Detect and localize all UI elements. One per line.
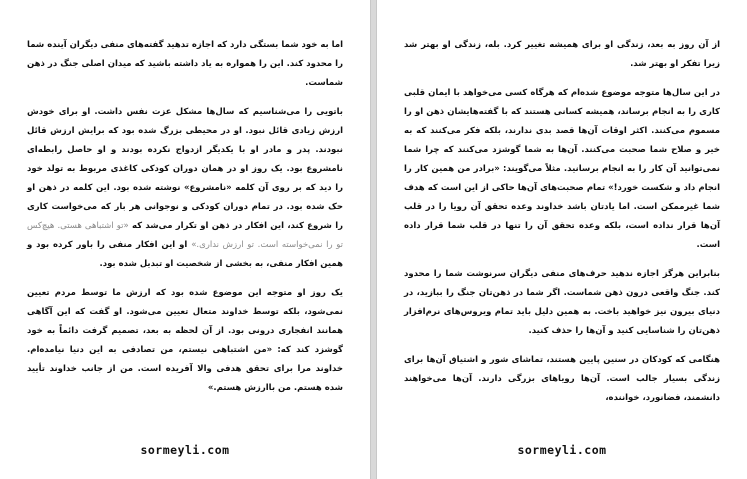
left-paragraph-1: اما به خود شما بستگی دارد که اجازه تدهید گفته‌های منفی دیگران آینده شما را محدود کند. این را همواره به یاد داشته باشید که میدان اصلی جنگ در ذهن شماست.: [27, 40, 343, 88]
right-page-footer-url: sormeyli.com: [517, 443, 607, 457]
left-paragraph-2: [27, 103, 343, 274]
right-paragraph-2: در این سال‌ها متوجه موضوع شده‌ام که هرگاه کسی می‌خواهد با ایمان قلبی کاری را به انجام برساند، همیشه کسانی هستند که با گفته‌هایشان ذهن او را مسموم می‌کنند. اکثر اوقات آن‌ها قصد بدی ندارند، بلکه فکر می‌کنند که به خیر و صلاح شما صحبت می‌کنند. آن‌ها به شما گوشزد می‌کنند که چرا شما نمی‌توانید آن کار را به انجام برسانید. مثلاً می‌گویند: «برادر من همین کار را انجام داد و شکست خورد!» تمام صحبت‌های آن‌ها حاکی از این است که هدف شما غیرممکن است. اما یادتان باشد خداوند وعده تحقق آن رویا را در قلب آن‌ها قرار نداده است، بلکه وعده تحقق آن را تنها در قلب شما قرار داده است.: [404, 88, 720, 250]
left-page-text: [27, 36, 343, 408]
left-page-footer-url: sormeyli.com: [140, 443, 230, 457]
left-paragraph-2-quote: «تو اشتباهی هستی. هیچ‌کس تو را نمی‌خواسته است. تو ارزش نداری.»: [27, 221, 343, 250]
left-paragraph-2-text-b: او این افکار منفی را باور کرده بود و همین افکار منفی، به بخشی از شخصیت او تبدیل شده بود.: [27, 240, 343, 269]
right-paragraph-4: هنگامی که کودکان در سنین پایین هستند، تماشای شور و اشتیاق آن‌ها برای زندگی بسیار جالب است. آن‌ها رویاهای بزرگی دارند. آن‌ها می‌خواهند دانشمند، فضانورد، خواننده،: [404, 355, 720, 403]
right-paragraph-1: از آن روز به بعد، زندگی او برای همیشه تغییر کرد. بله، زندگی او بهتر شد زیرا تفکر او بهتر شد.: [404, 40, 720, 69]
right-paragraph-3: بنابراین هرگز اجازه ندهید حرف‌های منفی دیگران سرنوشت شما را محدود کند. جنگ واقعی درون ذهن شماست. اگر شما در ذهن‌تان جنگ را ببازید، در دنیای بیرون نیز خواهید باخت. به همین دلیل باید تمام ویروس‌های نرم‌افزار ذهن‌تان را شناسایی کنید و آن‌ها را حذف کنید.: [404, 269, 720, 336]
left-paragraph-2-text-a: باتویی را می‌شناسیم که سال‌ها مشکل عزت نفس داشت. او برای خودش ارزش زیادی قائل نبود. او در محیطی بزرگ شده بود که برایش ارزش قائل نبودند. پدر و مادر او با یکدیگر ازدواج نکرده بودند و او حاصل رابطه‌ای نامشروع بود. یک روز او در همان دوران کودکی کاغذی مربوط به تولد خود را دید که بر روی آن کلمه «نامشروع» نوشته شده بود. این کلمه در ذهن او حک شده بود. در تمام دوران کودکی و نوجوانی هر بار که می‌خواست کاری را شروع کند، این افکار در ذهن او تکرار می‌شد که: [27, 107, 343, 231]
right-page-text: [404, 36, 720, 418]
left-paragraph-3: یک روز او متوجه این موضوع شده بود که ارزش ما توسط مردم تعیین نمی‌شود، بلکه توسط خداوند متعال تعیین می‌شود. او گفت که این آگاهی همانند انفجاری درونی بود. از آن لحظه به بعد، تصمیم گرفت دائماً به خود گوشزد کند که: «من اشتباهی نیستم، من تصادفی به این دنیا نیامده‌ام. خداوند مرا برای تحقق هدفی والا آفریده است. من از جانب خداوند تأیید شده هستم. من باارزش هستم.»: [27, 288, 343, 393]
left-page: [0, 0, 371, 479]
right-page: [376, 0, 747, 479]
